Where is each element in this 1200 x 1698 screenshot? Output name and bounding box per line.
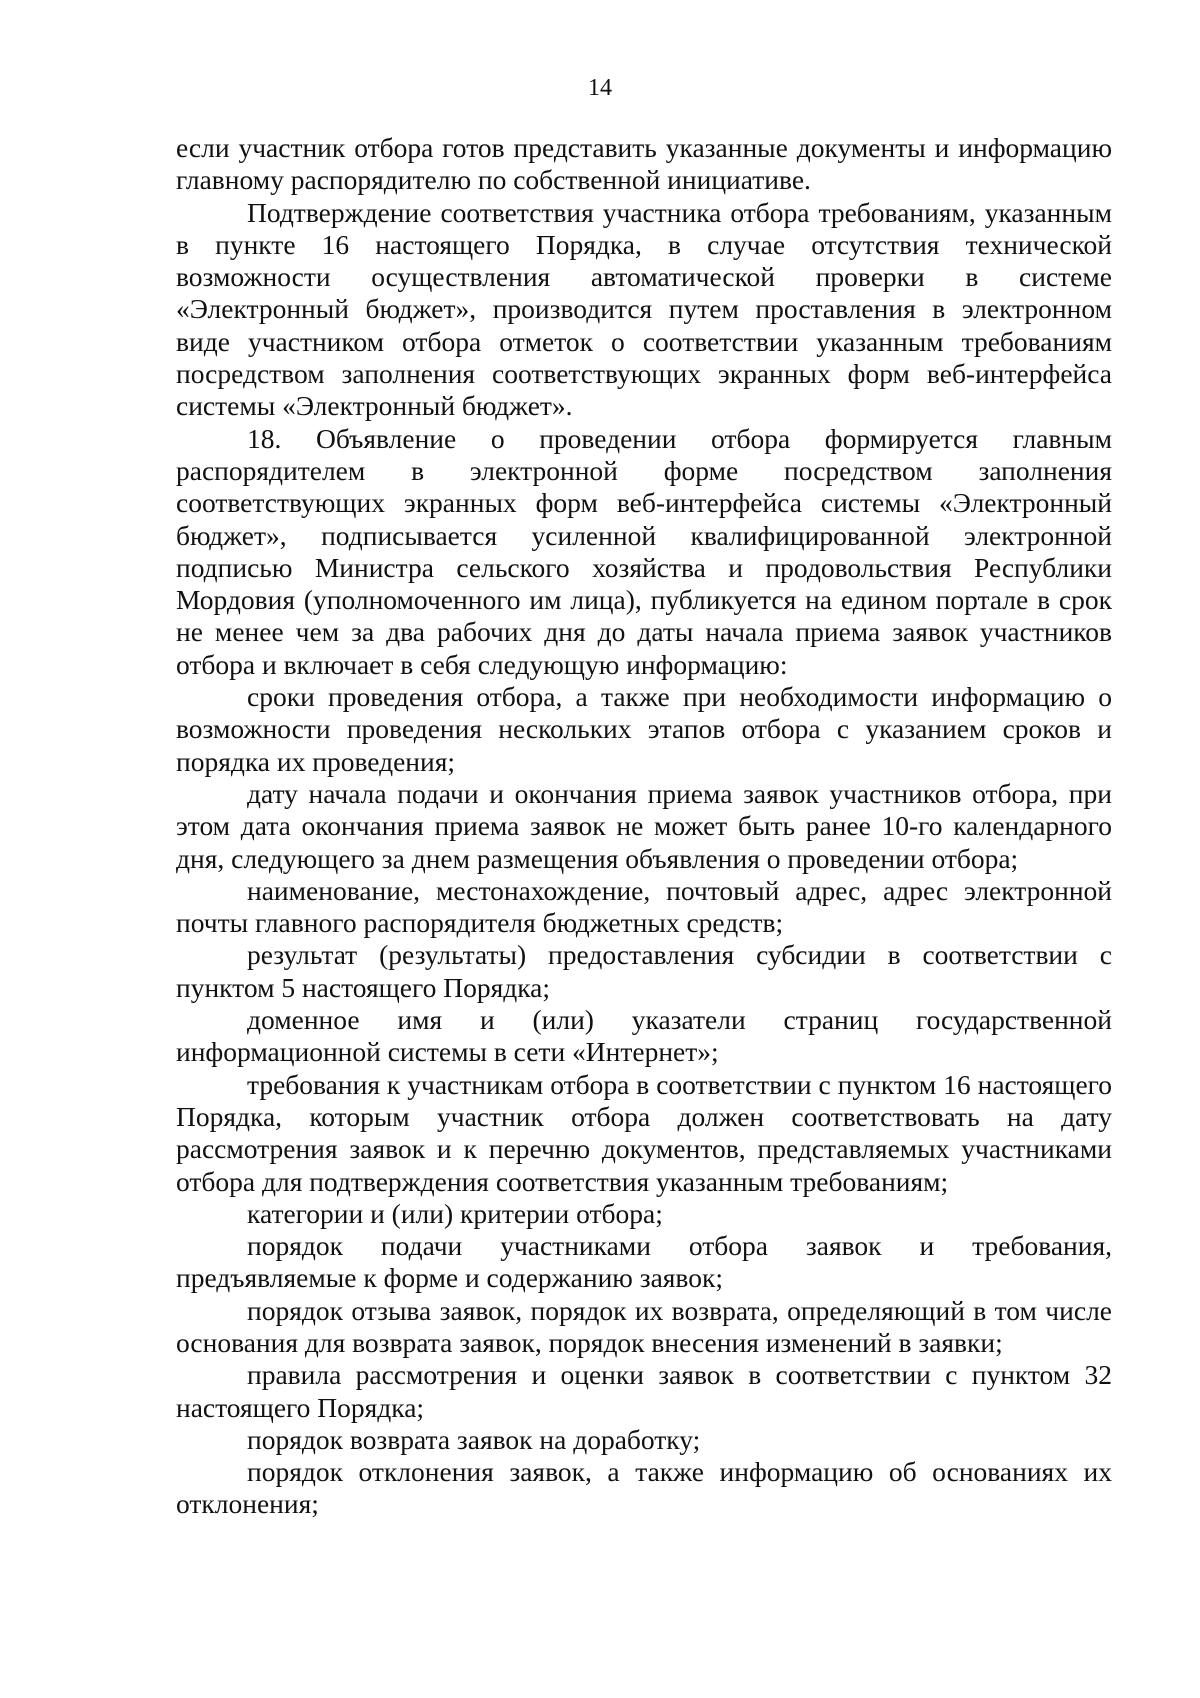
list-item: порядок подачи участниками отбора заявок и требования, предъявляемые к форме и содержанию заявок;	[176, 1230, 1112, 1294]
list-item: требования к участникам отбора в соответствии с пунктом 16 настоящего Порядка, которым участник отбора должен соответствовать на дату рассмотрения заявок и к перечню документов, представляемых участниками отбора для подтверждения соответствия указанным требованиям;	[176, 1068, 1112, 1197]
page-number: 14	[588, 75, 612, 101]
list-item: наименование, местонахождение, почтовый адрес, адрес электронной почты главного распорядителя бюджетных средств;	[176, 874, 1112, 939]
list-item: порядок отзыва заявок, порядок их возврата, определяющий в том числе основания для возврата заявок, порядок внесения изменений в заявки;	[176, 1294, 1112, 1358]
list-item: категории и (или) критерии отбора;	[247, 1197, 663, 1229]
list-item: порядок отклонения заявок, а также информацию об основаниях их отклонения;	[176, 1456, 1112, 1520]
list-item: порядок возврата заявок на доработку;	[247, 1423, 701, 1455]
list-item: доменное имя и (или) указатели страниц государственной информационной системы в сети «Интернет»;	[176, 1004, 1112, 1068]
list-item: результат (результаты) предоставления субсидии в соответствии с пунктом 5 настоящего Порядка;	[176, 939, 1112, 1003]
paragraph-item-18: 18. Объявление о проведении отбора формируется главным распорядителем в электронной форме посредством заполнения соответствующих экранных форм веб-интерфейса системы «Электронный бюджет», подписывается усиленной квалифицированной электронной подписью Министра сельского хозяйства и продовольствия Республики Мордовия (уполномоченного им лица), публикуется на едином портале в срок не менее чем за два рабочих дня до даты начала приема заявок участников отбора и включает в себя следующую информацию:	[176, 422, 1112, 680]
list-item: правила рассмотрения и оценки заявок в соответствии с пунктом 32 настоящего Порядка;	[176, 1359, 1112, 1423]
document-body	[176, 132, 1112, 1521]
paragraph-compliance-confirmation: Подтверждение соответствия участника отбора требованиям, указанным в пункте 16 настоящего Порядка, в случае отсутствия технической возможности осуществления автоматической проверки в системе «Электронный бюджет», производится путем проставления в электронном виде участником отбора отметок о соответствии указанным требованиям посредством заполнения соответствующих экранных форм веб-интерфейса системы «Электронный бюджет».	[176, 196, 1112, 422]
paragraph-continuation: если участник отбора готов представить указанные документы и информацию главному распорядителю по собственной инициативе.	[176, 132, 1112, 196]
list-item: дату начала подачи и окончания приема заявок участников отбора, при этом дата окончания приема заявок не может быть ранее 10-го календарного дня, следующего за днем размещения объявления о проведении отбора;	[176, 777, 1112, 874]
list-item: сроки проведения отбора, а также при необходимости информацию о возможности проведения нескольких этапов отбора с указанием сроков и порядка их проведения;	[176, 681, 1112, 777]
